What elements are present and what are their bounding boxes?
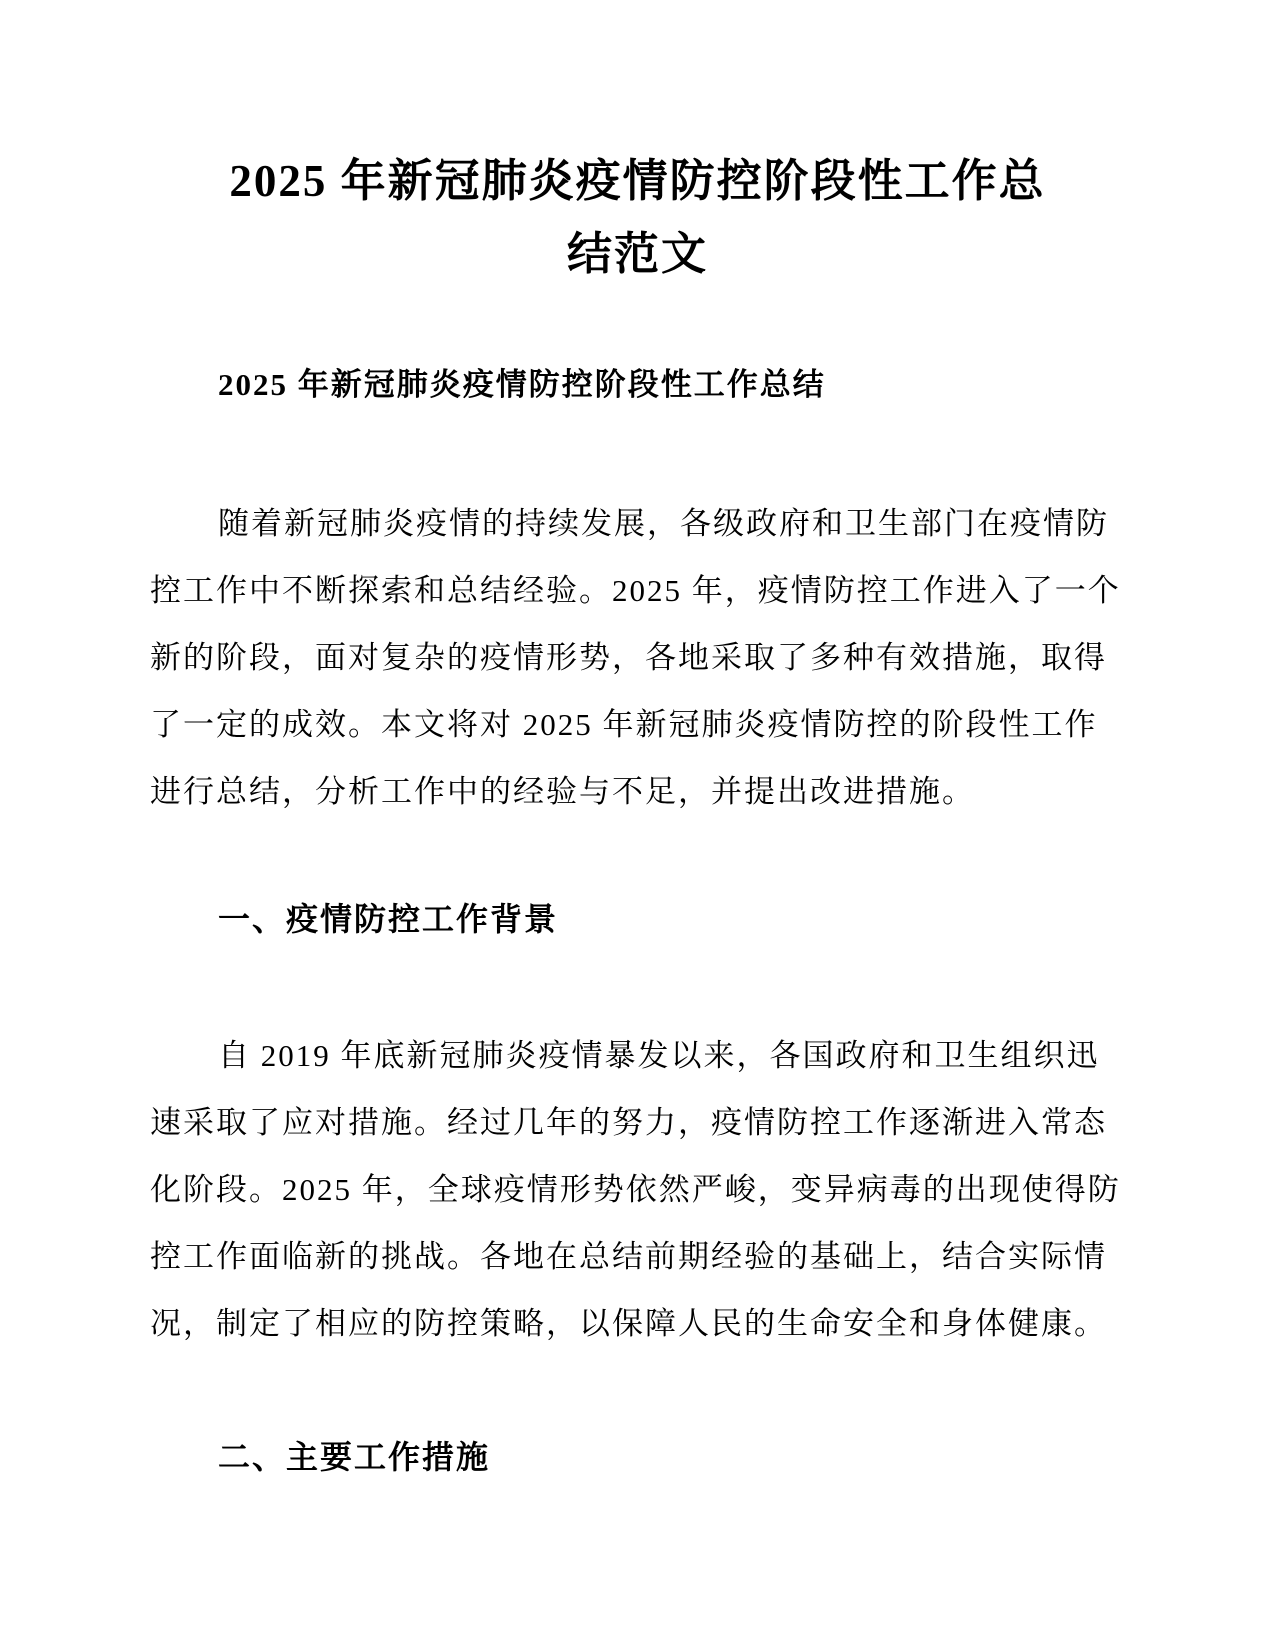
text-line: 速采取了应对措施。经过几年的努力，疫情防控工作逐渐进入常态 — [150, 1105, 1107, 1140]
text-line: 随着新冠肺炎疫情的持续发展，各级政府和卫生部门在疫情防 — [218, 506, 1109, 541]
document-subtitle: 2025 年新冠肺炎疫情防控阶段性工作总结 — [218, 367, 826, 402]
paragraph-background — [150, 1022, 1125, 1357]
section-heading-measures: 二、主要工作措施 — [218, 1439, 491, 1475]
text-line: 进行总结，分析工作中的经验与不足，并提出改进措施。 — [150, 774, 975, 809]
text-line: 自 2019 年底新冠肺炎疫情暴发以来，各国政府和卫生组织迅 — [218, 1038, 1100, 1073]
document-title-line1: 2025 年新冠肺炎疫情防控阶段性工作总 — [229, 156, 1046, 206]
text-line: 况，制定了相应的防控策略，以保障人民的生命安全和身体健康。 — [150, 1306, 1107, 1341]
text-line: 控工作面临新的挑战。各地在总结前期经验的基础上，结合实际情 — [150, 1239, 1107, 1274]
text-line: 了一定的成效。本文将对 2025 年新冠肺炎疫情防控的阶段性工作 — [150, 707, 1098, 742]
document-title — [150, 0, 1125, 291]
paragraph-introduction — [150, 490, 1125, 825]
text-line: 新的阶段，面对复杂的疫情形势，各地采取了多种有效措施，取得 — [150, 640, 1107, 675]
text-line: 化阶段。2025 年，全球疫情形势依然严峻，变异病毒的出现使得防 — [150, 1172, 1121, 1207]
document-title-line2: 结范文 — [566, 229, 708, 279]
text-line: 控工作中不断探索和总结经验。2025 年，疫情防控工作进入了一个 — [150, 573, 1121, 608]
section-heading-background: 一、疫情防控工作背景 — [218, 901, 559, 937]
